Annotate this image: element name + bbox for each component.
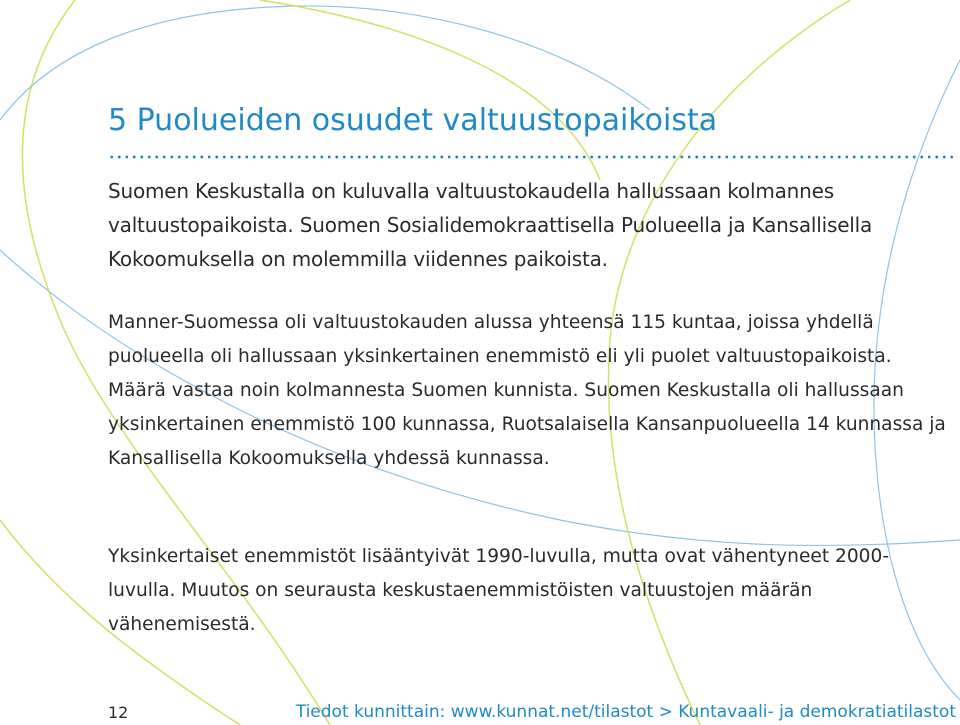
intro-paragraph: Suomen Keskustalla on kuluvalla valtuustokaudella hallussaan kolmannes valtuustopaikoista. Suomen Sosialidemokraattisella Puolueella ja Kansallisella Kokoomuksella on molemmilla viidennes paikoista. (108, 179, 873, 271)
dotted-divider (108, 155, 958, 159)
section-heading: 5 Puolueiden osuudet valtuustopaikoista (108, 103, 718, 138)
footer-source-link[interactable]: Tiedot kunnittain: www.kunnat.net/tilastot > Kuntavaali- ja demokratiatilastot (295, 702, 956, 722)
page-number: 12 (108, 703, 129, 722)
body-paragraph-majorities: Manner-Suomessa oli valtuustokauden alussa yhteensä 115 kuntaa, joissa yhdellä puolueella oli hallussaan yksinkertainen enemmistö eli yli puolet valtuustopaikoista. Määrä vastaa noin kolmannesta Suomen kunnista. Suomen Keskustalla oli hallussaan yksinkertainen enemmistö 100 kunnassa, Ruotsalaisella Kansanpuolueella 14 kunnassa ja Kansallisella Kokoomuksella yhdessä kunnassa. (108, 312, 946, 469)
body-paragraph-trend: Yksinkertaiset enemmistöt lisääntyivät 1990-luvulla, mutta ovat vähentyneet 2000-luvulla. Muutos on seurausta keskustaenemmistöisten valtuustojen määrän vähenemisestä. (108, 546, 890, 635)
